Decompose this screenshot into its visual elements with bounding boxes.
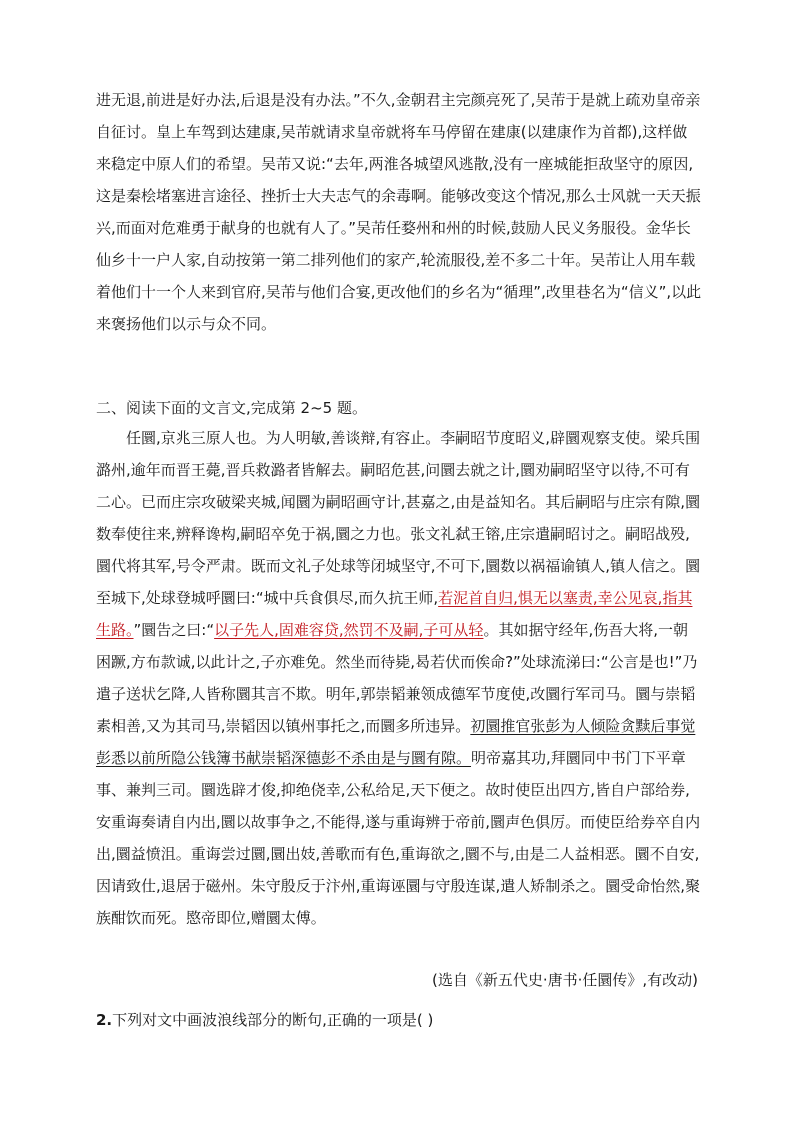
passage-part-1: 任圜,京兆三原人也。为人明敏,善谈辩,有容止。李嗣昭节度昭义,辟圜观察支使。梁兵围潞州,逾年而晋王薨,晋兵救潞者皆解去。嗣昭危甚,问圜去就之计,圜劝嗣昭坚守以待,不可有二心。已而庄宗攻破梁夹城,闻圜为嗣昭画守计,甚嘉之,由是益知名。其后嗣昭与庄宗有隙,圜数奉使往来,辨释谗构,嗣昭卒免于祸,圜之力也。张文礼弑王镕,庄宗遣嗣昭讨之。嗣昭战殁,圜代将其军,号令严肃。既而文礼子处球等闭城坚守,不可下,圜数以祸福谕镇人,镇人信之。圜至城下,处球登城呼圜曰:“城中兵食俱尽,而久抗王师,	[96, 429, 701, 607]
question-2	[96, 1004, 433, 1036]
passage-text	[96, 422, 702, 934]
translation-text: 进无退,前进是好办法,后退是没有办法。”不久,金朝君主完颜亮死了,吴芾于是就上疏劝皇帝亲自征讨。皇上车驾到达建康,吴芾就请求皇帝就将车马停留在建康(以建康作为首都),这样做来稳定中原人们的希望。吴芾又说:“去年,两淮各城望风逃散,没有一座城能拒敌坚守的原因,这是秦桧堵塞进言途径、挫折士大夫志气的余毒啊。能够改变这个情况,那么士风就一天天振兴,而面对危难勇于献身的也就有人了。”吴芾任婺州和州的时候,鼓励人民义务服役。金华长仙乡十一户人家,自动按第一第二排列他们的家产,轮流服役,差不多二十年。吴芾让人用车载着他们十一个人来到官府,吴芾与他们合宴,更改他们的乡名为“循理”,改里巷名为“信义”,以此来褒扬他们以示与众不同。	[96, 91, 702, 333]
passage-part-3: 。其如据守经年,伤吾大将,一朝困蹶,方布款诚,以此计之,子亦难免。然坐而待毙,曷若伏而俟命?”处球流涕曰:“公言是也!”乃遣子送状乞降,人皆称圜其言不欺。明年,郭崇韬兼领成德军节度使,改圜行军司马。圜与崇韬素相善,又为其司马,崇韬因以镇州事托之,而圜多所违异。	[96, 621, 698, 735]
question-text: 下列对文中画波浪线部分的断句,正确的一项是( )	[112, 1011, 434, 1029]
highlighted-sentence-1: 若泥首自归,惧无以塞责,幸公见哀,指其生路。	[96, 589, 693, 639]
classical-passage	[96, 422, 702, 934]
passage-part-2: ”圜告之曰:“	[133, 621, 215, 639]
wavy-underlined-sentence: 初圜推官张彭为人倾险贪黩后事觉彭悉以前所隐公钱簿书献崇韬深德彭不杀由是与圜有隙。	[96, 717, 696, 767]
highlighted-sentence-2: 以子先人,固难容贷,然罚不及嗣,子可从轻	[214, 621, 484, 639]
translation-paragraph	[96, 84, 702, 340]
passage-part-4: 明帝嘉其功,拜圜同中书门下平章事、兼判三司。圜选辟才俊,抑绝侥幸,公私给足,天下便之。故时使臣出四方,皆自户部给券,安重诲奏请自内出,圜以故事争之,不能得,遂与重诲辨于帝前,圜声色俱厉。而使臣给券卒自内出,圜益愤沮。重诲尝过圜,圜出妓,善歌而有色,重诲欲之,圜不与,由是二人益相恶。圜不自安,因请致仕,退居于磁州。朱守殷反于汴州,重诲诬圜与守殷连谋,遣人矫制杀之。圜受命怡然,聚族酣饮而死。愍帝即位,赠圜太傅。	[96, 749, 701, 927]
question-number: 2.	[96, 1011, 113, 1029]
source-citation: (选自《新五代史·唐书·任圜传》,有改动)	[431, 971, 698, 989]
section-heading: 二、阅读下面的文言文,完成第 2~5 题。	[96, 399, 367, 417]
